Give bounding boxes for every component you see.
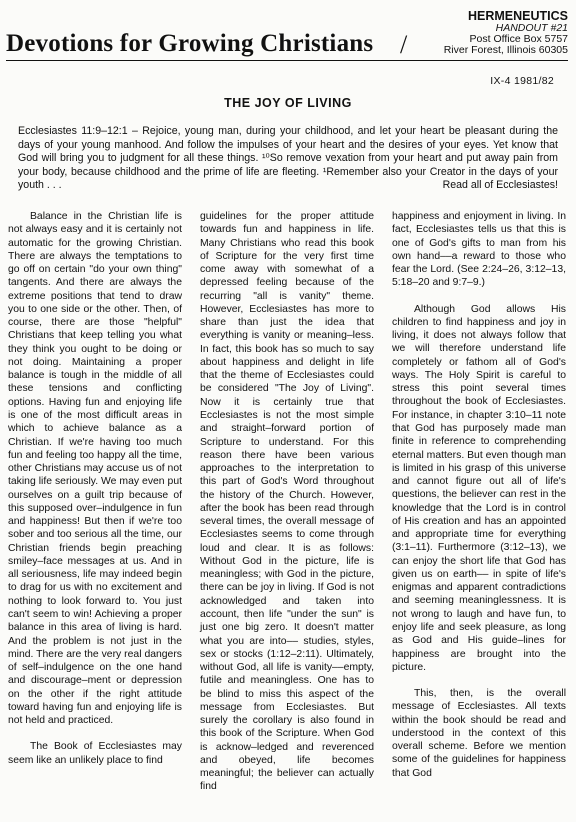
paragraph: The Book of Ecclesiastes may seem like an unlikely place to find <box>8 741 182 766</box>
text-column-1 <box>8 210 182 780</box>
paragraph: guidelines for the proper attitude towards fun and happiness in life. Many Christians who read this book of Scripture for the very first time come away with somewhat of a depressed feeling because of the recurring "all is vanity" theme. However, Ecclesiastes has more to share than just the idea that everything is vanity or meaning–less. In fact, this book has so much to say about happiness and delight in life that the theme of Ecclesiastes could be considered "The Joy of Living". Now it is certainly true that Ecclesiastes is not the most simple and straight–forward portion of Scripture to understand. For this reason there have been various approaches to the interpretation to this part of God's Word throughout the history of the Church. However, after the book has been read through several times, the overall message of Ecclesiastes seems to come through loud and clear. It is as follows: Without God in the picture, life is meaningless; with God in the picture, there can be joy in living. If God is not acknowledged and taken into account, then life "under the sun" is just one big zero. It doesn't matter what you are into–– studies, styles, sex or stocks (1:12–2:11). Ultimately, without God, all life is vanity––empty, futile and meaningless. One has to be blind to miss this aspect of the message from Ecclesiastes. But surely the corollary is also found in this book of the Scripture. When God is acknow–ledged and reverenced and obeyed, life becomes meaningful; the believer can actually find <box>200 211 374 793</box>
paragraph: happiness and enjoyment in living. In fact, Ecclesiastes tells us that this is one of God's gifts to man from his own hand––a reward to those who fear the Lord. (See 2:24–26, 3:12–13, 5:18–20 and 9:7–9.) <box>392 211 566 289</box>
series-name: HERMENEUTICS <box>467 9 568 23</box>
paragraph: Although God allows His children to find happiness and joy in living, it does not always follow that we will therefore understand life completely or fathom all of God's ways. The Holy Spirit is careful to stress this point several times throughout the book of Ecclesiastes. For instance, in chapter 3:10–11 note that God has purposely made man finite in reference to comprehending eternal matters. But even though man is limited in his grasp of this universe and cannot figure out all of life's questions, the believer can rest in the knowledge that the Lord is in control of His creation and has an appointed and appropriate time for everything (3:1–11). Furthermore (3:12–13), we can enjoy the short life that God has given us on earth–– in spite of life's enigmas and apparent contradictions and seeming meaninglessness. It is not wrong to laugh and have fun, to enjoy life and seek pleasure, as long as God and His guide–lines for happiness are brought into the picture. <box>392 303 566 673</box>
article-title: THE JOY OF LIVING <box>224 96 352 110</box>
masthead-info <box>418 10 568 56</box>
scripture-passage <box>18 125 558 193</box>
handout-number: HANDOUT #21 <box>495 22 568 34</box>
address-line-1: Post Office Box 5757 <box>469 33 568 45</box>
masthead-title: Devotions for Growing Christians <box>6 30 374 57</box>
paragraph: Balance in the Christian life is not always easy and it is certainly not automatic for the growing Christian. There are always the temptations to go off on certain "do your own thing" tangents. And there are always the extreme positions that tend to draw you to one side or the other. Then, of course, there are those "helpful" Christians that keep telling you what they think you ought to be doing or not doing. Maintaining a proper balance is tough in the middle of all these tensions and conflicting options. Having fun and enjoying life is one of the most difficult areas in which to achieve balance as a Christian. If we're having too much fun and feeling too happy all the time, other Christians may accuse us of not taking life seriously. We may even put ourselves on a guilt trip because of this supposed over–indulgence in fun and happiness! But then if we're too sober and too serious all the time, our Christian friends begin preaching smiley–face messages at us. And in all seriousness, life may indeed begin to drag for us with no excitement and nothing to look forward to. You just can't seem to win! Achieving a proper balance in this area of living is hard. And the problem is not just in the mind. There are the very real dangers of self–indulgence on the one hand and discourage–ment or depression on the other if the right attitude toward having fun and enjoying life is not held and practiced. <box>8 211 182 727</box>
paragraph: This, then, is the overall message of Ecclesiastes. All texts within the book should be read and understood in the context of this overall scheme. Before we mention some of the guidelines for happiness that God <box>392 688 566 779</box>
scripture-text: Ecclesiastes 11:9–12:1 – Rejoice, young man, during your childhood, and let your heart be pleasant during the days of your young manhood. And follow the impulses of your heart and the desires of your eyes. Yet know that God will bring you to judgment for all these things. ¹⁰So remove vexation from your heart and put away pain from your body, because childhood and the prime of life are fleeting. ¹Remember also your Creator in the days of your youth . . . <box>18 125 558 191</box>
read-all-note: Read all of Ecclesiastes! <box>442 179 558 191</box>
masthead-rule <box>6 60 568 61</box>
issue-number: IX-4 1981/82 <box>490 75 554 87</box>
address-line-2: River Forest, Illinois 60305 <box>443 44 568 56</box>
text-column-3 <box>392 210 566 793</box>
masthead-slash: / <box>400 30 408 59</box>
text-column-2 <box>200 210 374 807</box>
